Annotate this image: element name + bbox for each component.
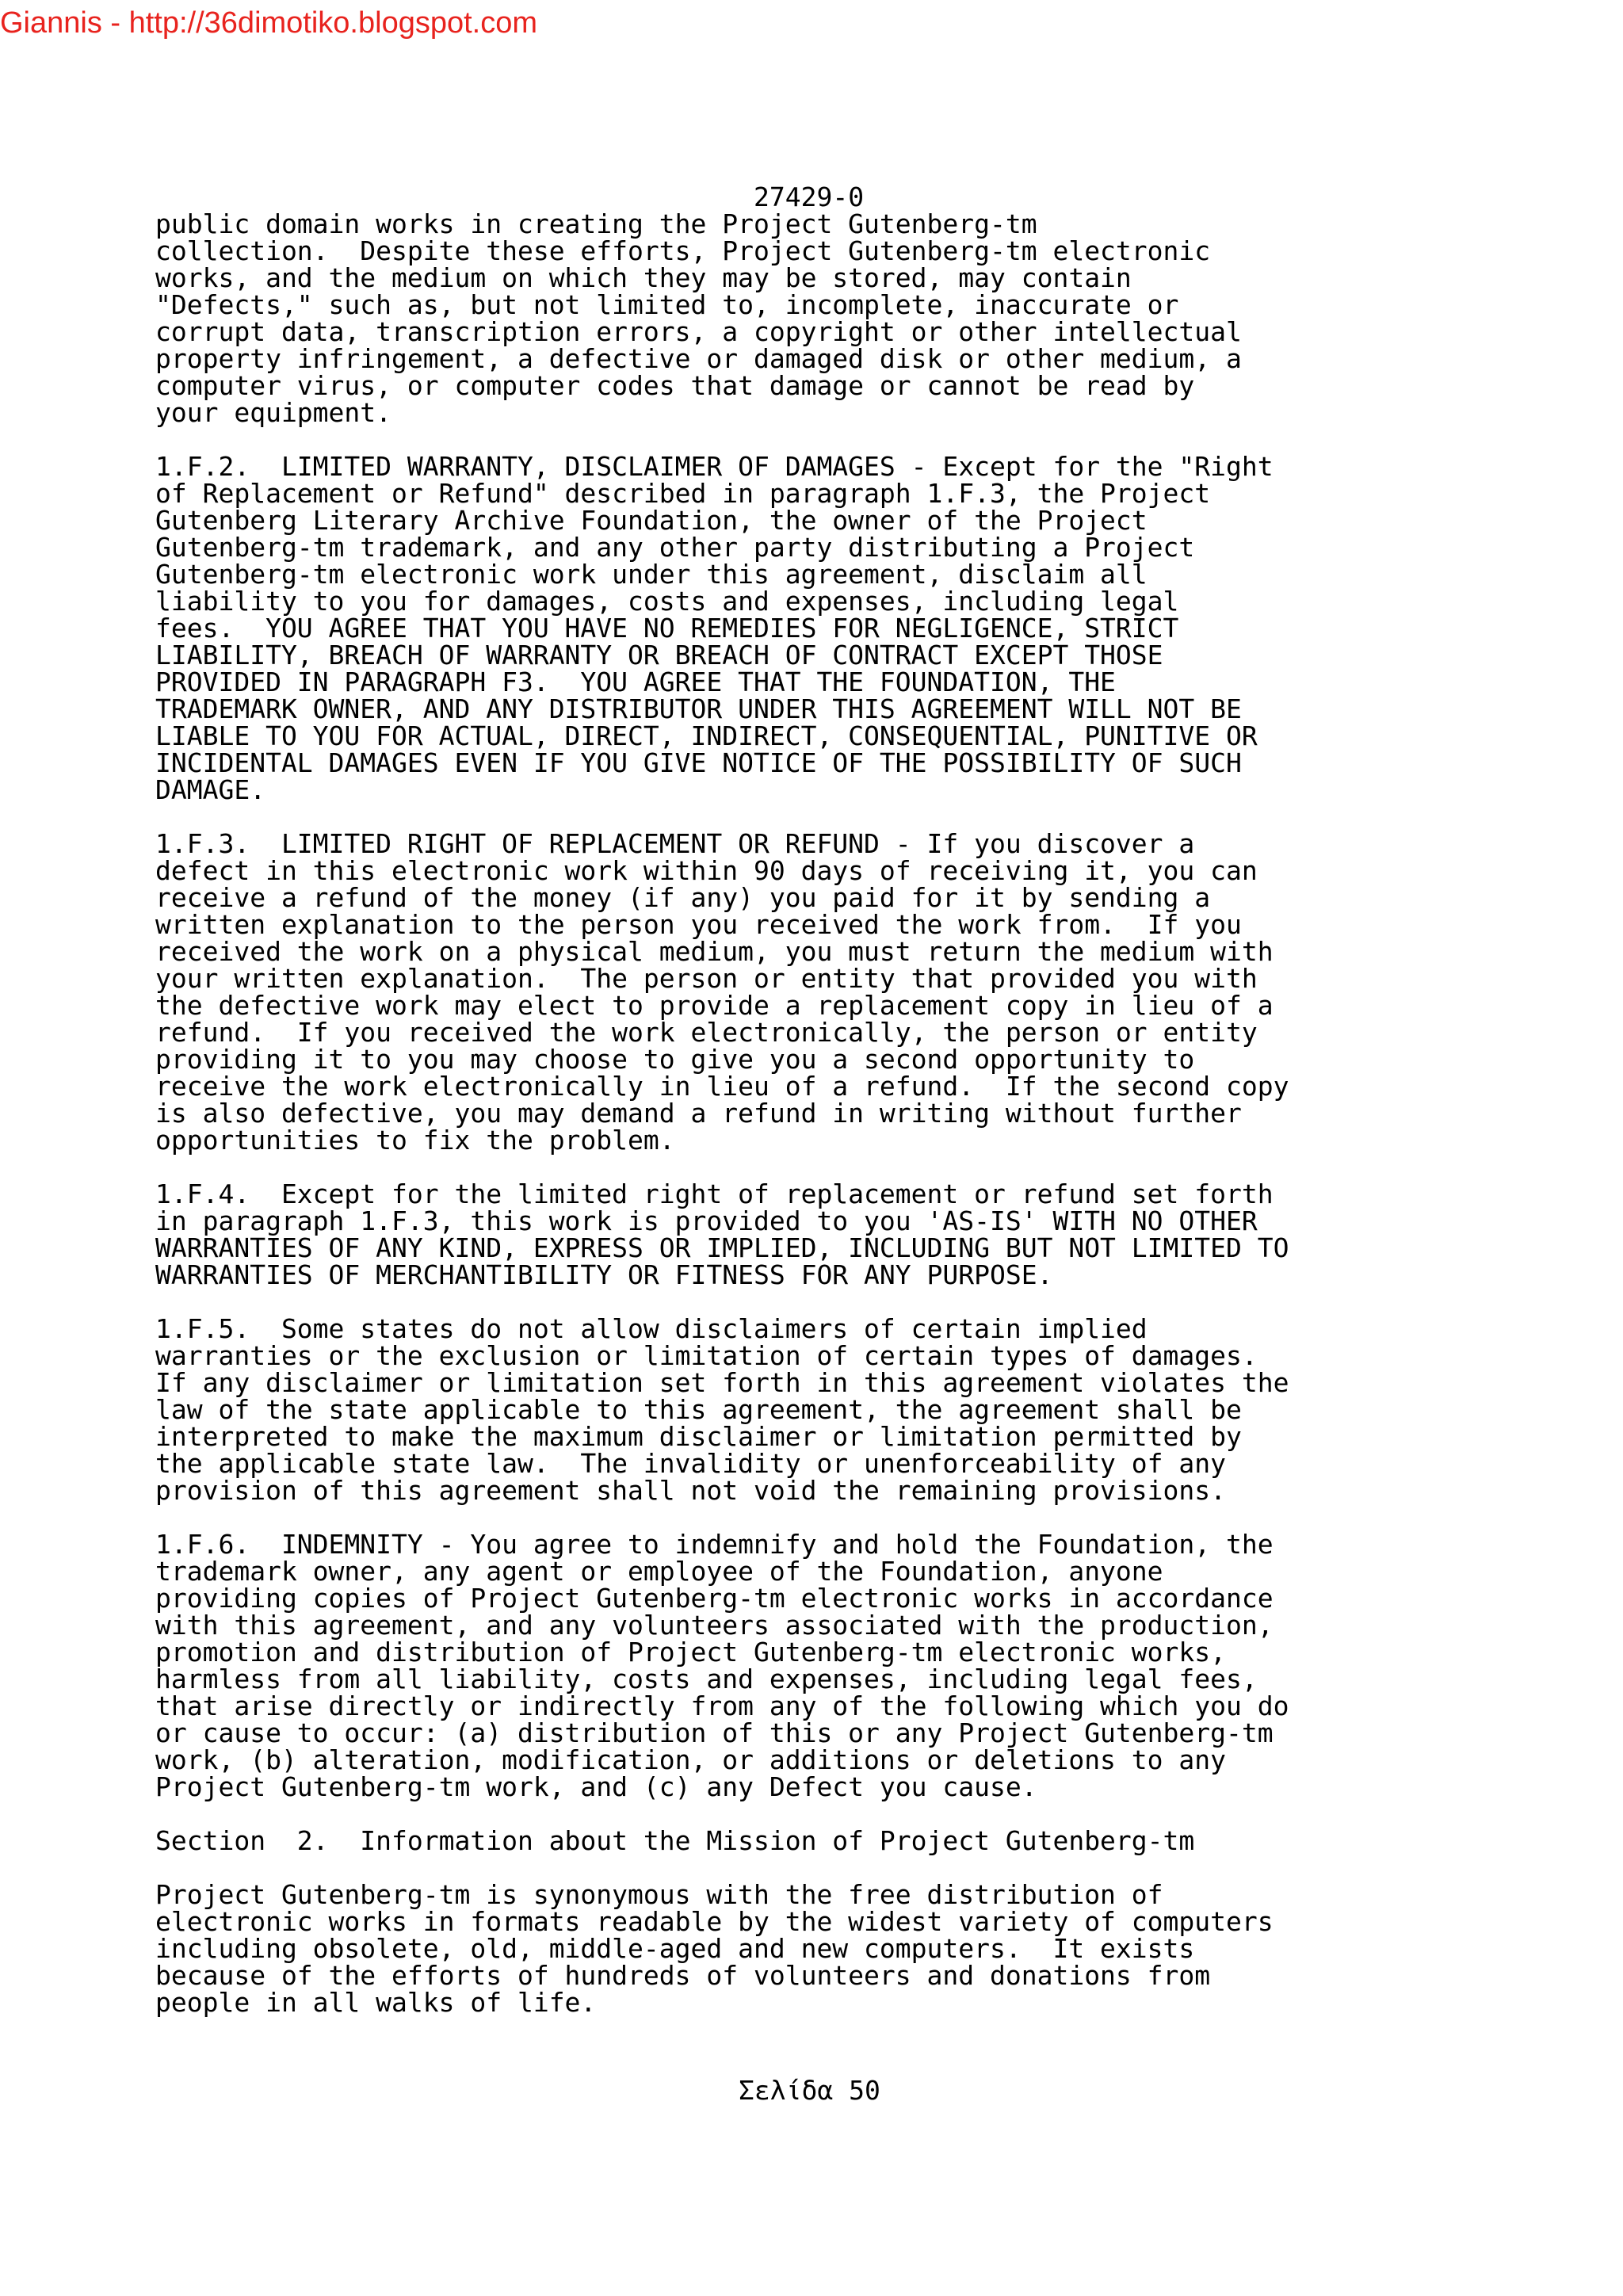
document-header: 27429-0 xyxy=(754,181,865,212)
paragraph-1f3-replacement-refund: 1.F.3. LIMITED RIGHT OF REPLACEMENT OR REFUND - If you discover a defect in this electronic work within 90 days of receiving it, you can receive a refund of the money (if any) you paid for it by sending a written explanation to the person you received the work from. If you received the work on a physical medium, you must return the medium with your written explanation. The person or entity that provided you with the defective work may elect to provide a replacement copy in lieu of a refund. If you received the work electronically, the person or entity providing it to you may choose to give you a second opportunity to receive the work electronically in lieu of a refund. If the second copy is also defective, you may demand a refund in writing without further opportunities to fix the problem. xyxy=(155,828,1289,1156)
document-body xyxy=(155,181,1550,2043)
watermark-text: Giannis - http://36dimotiko.blogspot.com xyxy=(0,6,538,40)
paragraph-public-domain: public domain works in creating the Project Gutenberg-tm collection. Despite these efforts, Project Gutenberg-tm electronic works, and the medium on which they may be stored, may contain "Defects," such as, but not limited to, incomplete, inaccurate or corrupt data, transcription errors, a copyright or other intellectual property infringement, a defective or damaged disk or other medium, a computer virus, or computer codes that damage or cannot be read by your equipment. xyxy=(155,208,1242,428)
paragraph-mission: Project Gutenberg-tm is synonymous with the free distribution of electronic works in formats readable by the widest variety of computers including obsolete, old, middle-aged and new computers. It exists because of the efforts of hundreds of volunteers and donations from people in all walks of life. xyxy=(155,1879,1274,2018)
paragraph-1f4-as-is: 1.F.4. Except for the limited right of replacement or refund set forth in paragraph 1.F.3, this work is provided to you 'AS-IS' WITH NO OTHER WARRANTIES OF ANY KIND, EXPRESS OR IMPLIED, INCLUDING BUT NOT LIMITED TO WARRANTIES OF MERCHANTIBILITY OR FITNESS FOR ANY PURPOSE. xyxy=(155,1179,1289,1290)
paragraph-1f2-limited-warranty: 1.F.2. LIMITED WARRANTY, DISCLAIMER OF DAMAGES - Except for the "Right of Replacement or Refund" described in paragraph 1.F.3, the Project Gutenberg Literary Archive Foundation, the owner of the Project Gutenberg-tm trademark, and any other party distributing a Project Gutenberg-tm electronic work under this agreement, disclaim all liability to you for damages, costs and expenses, including legal fees. YOU AGREE THAT YOU HAVE NO REMEDIES FOR NEGLIGENCE, STRICT LIABILITY, BREACH OF WARRANTY OR BREACH OF CONTRACT EXCEPT THOSE PROVIDED IN PARAGRAPH F3. YOU AGREE THAT THE FOUNDATION, THE TRADEMARK OWNER, AND ANY DISTRIBUTOR UNDER THIS AGREEMENT WILL NOT BE LIABLE TO YOU FOR ACTUAL, DIRECT, INDIRECT, CONSEQUENTIAL, PUNITIVE OR INCIDENTAL DAMAGES EVEN IF YOU GIVE NOTICE OF THE POSSIBILITY OF SUCH DAMAGE. xyxy=(155,451,1274,805)
section-2-title: Section 2. Information about the Mission of Project Gutenberg-tm xyxy=(155,1825,1195,1856)
paragraph-1f6-indemnity: 1.F.6. INDEMNITY - You agree to indemnify and hold the Foundation, the trademark owner, any agent or employee of the Foundation, anyone providing copies of Project Gutenberg-tm electronic works in accordance with this agreement, and any volunteers associated with the production, promotion and distribution of Project Gutenberg-tm electronic works, harmless from all liability, costs and expenses, including legal fees, that arise directly or indirectly from any of the following which you do or cause to occur: (a) distribution of this or any Project Gutenberg-tm work, (b) alteration, modification, or additions or deletions to any Project Gutenberg-tm work, and (c) any Defect you cause. xyxy=(155,1529,1289,1802)
page-number-footer: Σελίδα 50 xyxy=(739,2075,880,2106)
paragraph-1f5-state-law: 1.F.5. Some states do not allow disclaimers of certain implied warranties or the exclusion or limitation of certain types of damages. If any disclaimer or limitation set forth in this agreement violates the law of the state applicable to this agreement, the agreement shall be interpreted to make the maximum disclaimer or limitation permitted by the applicable state law. The invalidity or unenforceability of any provision of this agreement shall not void the remaining provisions. xyxy=(155,1313,1289,1506)
